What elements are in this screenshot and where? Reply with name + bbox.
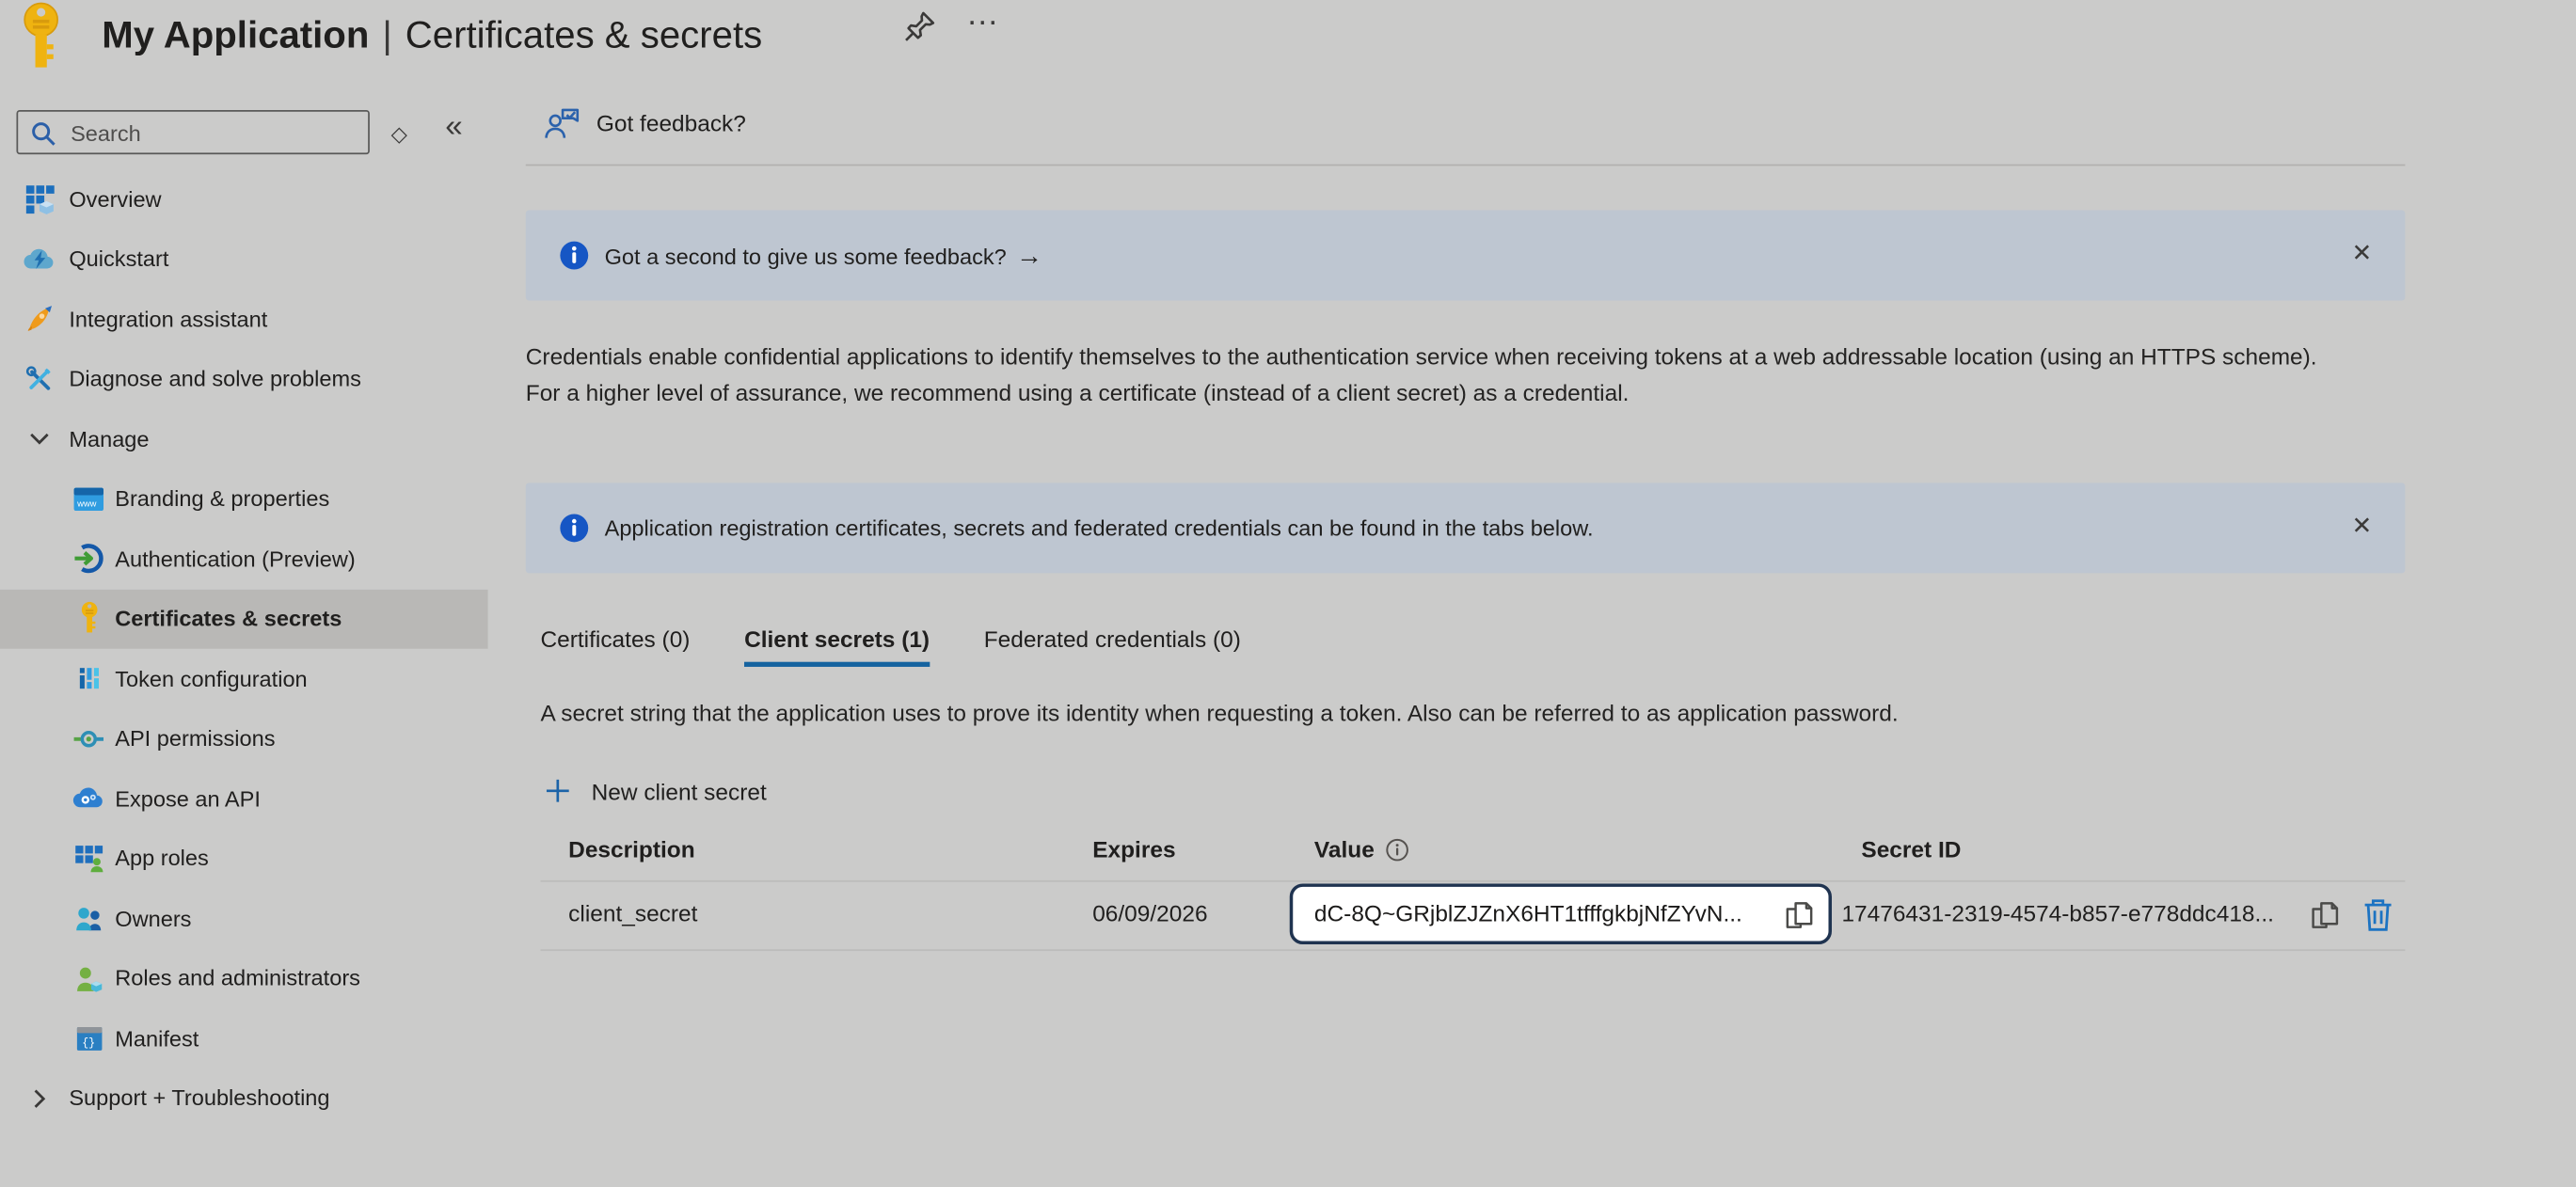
sidebar-item-label: Token configuration [115, 666, 308, 691]
sidebar-item-label: App roles [115, 846, 209, 871]
sidebar-item-token-configuration[interactable] [0, 649, 488, 709]
info-icon [559, 240, 590, 271]
diagnose-icon [23, 362, 56, 395]
main-content [526, 79, 2406, 1187]
overview-icon [23, 182, 56, 215]
feedback-banner-link[interactable]: Got a second to give us some feedback? → [604, 243, 1043, 272]
sidebar-nav [0, 169, 488, 1129]
sidebar-item-label: Overview [69, 186, 162, 212]
feedback-banner [526, 211, 2406, 301]
sidebar-item-label: Branding & properties [115, 486, 330, 512]
secret-value-field[interactable] [1290, 883, 1832, 944]
info-icon [559, 513, 590, 544]
page-title [102, 13, 762, 57]
sidebar-group-support[interactable] [0, 1068, 488, 1129]
new-client-secret-label: New client secret [591, 777, 767, 804]
sidebar-item-label: Expose an API [115, 785, 261, 812]
column-header-value: Value [1314, 836, 1409, 863]
sidebar-item-label: Owners [115, 906, 192, 931]
page-header [0, 0, 2576, 79]
quickstart-icon [23, 243, 56, 276]
sidebar-item-integration-assistant[interactable] [0, 289, 488, 349]
title-separator: | [382, 12, 392, 56]
search-box [16, 110, 369, 154]
app-roles-icon [72, 842, 105, 875]
pin-icon[interactable] [902, 8, 938, 44]
sidebar-item-manifest[interactable] [0, 1008, 488, 1068]
sidebar-item-diagnose[interactable] [0, 349, 488, 409]
delete-secret-icon[interactable] [2362, 896, 2393, 932]
table-header-row [540, 826, 2405, 881]
expose-api-icon [72, 783, 105, 815]
sidebar-item-certificates-secrets[interactable] [0, 589, 488, 649]
column-header-expires: Expires [1092, 835, 1176, 863]
integration-assistant-icon [23, 303, 56, 336]
svg-text:www: www [77, 498, 97, 509]
more-commands-icon[interactable]: … [965, 0, 1001, 33]
sidebar-search-row [0, 79, 488, 154]
branding-icon [72, 483, 105, 515]
got-feedback-button[interactable] [542, 105, 746, 141]
sidebar-item-label: Authentication (Preview) [115, 546, 356, 572]
chevron-down-icon [26, 426, 53, 452]
chevron-right-icon [26, 1085, 53, 1112]
sidebar-item-quickstart[interactable] [0, 229, 488, 290]
sidebar-item-label: Roles and administrators [115, 966, 360, 991]
key-icon [20, 2, 62, 74]
got-feedback-label: Got feedback? [596, 109, 746, 136]
search-icon [29, 119, 57, 148]
secret-value-text: dC-8Q~GRjblZJZnX6HT1tfffgkbjNfZYvN... [1313, 899, 1742, 926]
tab-federated-credentials[interactable]: Federated credentials (0) [983, 625, 1241, 653]
sidebar-item-label: Diagnose and solve problems [69, 366, 361, 392]
copy-secret-id-icon[interactable] [2310, 898, 2339, 931]
info-banner [526, 483, 2406, 573]
authentication-icon [72, 543, 105, 576]
feedback-icon [542, 105, 581, 141]
token-configuration-icon [72, 662, 105, 695]
sidebar-item-expose-api[interactable] [0, 768, 488, 829]
blade-name: Certificates & secrets [405, 12, 763, 56]
secret-expires-cell: 06/09/2026 [1092, 899, 1208, 926]
tab-client-secrets[interactable]: Client secrets (1) [744, 625, 930, 667]
credentials-intro-text: Credentials enable confidential applications to identify themselves to the authentication service when receiving tokens at a web addressable location (using an HTTPS scheme). For a higher level of assurance, we recommend using a certificate (instead of a client secret) as a credential. [525, 342, 2317, 405]
sidebar-item-owners[interactable] [0, 889, 488, 949]
manifest-icon [72, 1022, 105, 1055]
close-icon[interactable]: ✕ [2351, 512, 2373, 541]
sidebar-item-label: Manifest [115, 1025, 199, 1052]
collapse-sidebar-icon[interactable]: « [445, 109, 463, 145]
column-header-description: Description [568, 835, 695, 863]
expand-collapse-icon[interactable]: ◇ [390, 121, 408, 147]
value-info-icon[interactable] [1384, 837, 1408, 862]
tab-certificates[interactable]: Certificates (0) [540, 625, 691, 653]
sidebar-item-api-permissions[interactable] [0, 708, 488, 768]
sidebar-item-label: Certificates & secrets [115, 606, 342, 631]
secret-description-cell: client_secret [568, 899, 698, 926]
arrow-right-icon: → [1016, 243, 1043, 272]
table-row [540, 882, 2405, 951]
sidebar-item-authentication[interactable] [0, 529, 488, 589]
close-icon[interactable]: ✕ [2351, 239, 2373, 268]
owners-icon [72, 902, 105, 935]
sidebar-item-branding[interactable] [0, 469, 488, 530]
sidebar-group-label: Support + Troubleshooting [69, 1085, 330, 1111]
sidebar [0, 79, 488, 1187]
plus-icon [544, 777, 572, 805]
api-permissions-icon [72, 722, 105, 755]
client-secrets-table [540, 826, 2405, 951]
info-banner-text: Application registration certificates, secrets and federated credentials can be found in the tabs below. [604, 515, 1594, 541]
sidebar-item-label: Quickstart [69, 246, 169, 272]
column-header-secret-id: Secret ID [1861, 835, 1962, 863]
tab-bar [526, 625, 2406, 667]
sidebar-group-manage[interactable] [0, 409, 488, 469]
command-bar [526, 79, 2406, 165]
svg-text:{}: {} [81, 1037, 95, 1050]
new-client-secret-button[interactable] [544, 777, 767, 805]
toolbar-divider [526, 165, 2406, 166]
sidebar-item-roles-administrators[interactable] [0, 948, 488, 1008]
roles-administrators-icon [72, 962, 105, 995]
sidebar-item-label: Integration assistant [69, 307, 268, 332]
secret-id-cell: 17476431-2319-4574-b857-e778ddc418... [1841, 899, 2274, 926]
sidebar-item-label: API permissions [115, 726, 276, 752]
sidebar-item-overview[interactable] [0, 169, 488, 229]
sidebar-group-label: Manage [69, 426, 150, 451]
copy-value-icon[interactable] [1784, 898, 1813, 931]
client-secret-description: A secret string that the application uses to prove its identity when requesting a token. Also can be referred to as application password. [540, 699, 1899, 726]
certificates-key-icon [72, 602, 105, 635]
search-input[interactable] [68, 113, 367, 152]
sidebar-item-app-roles[interactable] [0, 829, 488, 889]
app-name: My Application [102, 12, 370, 56]
